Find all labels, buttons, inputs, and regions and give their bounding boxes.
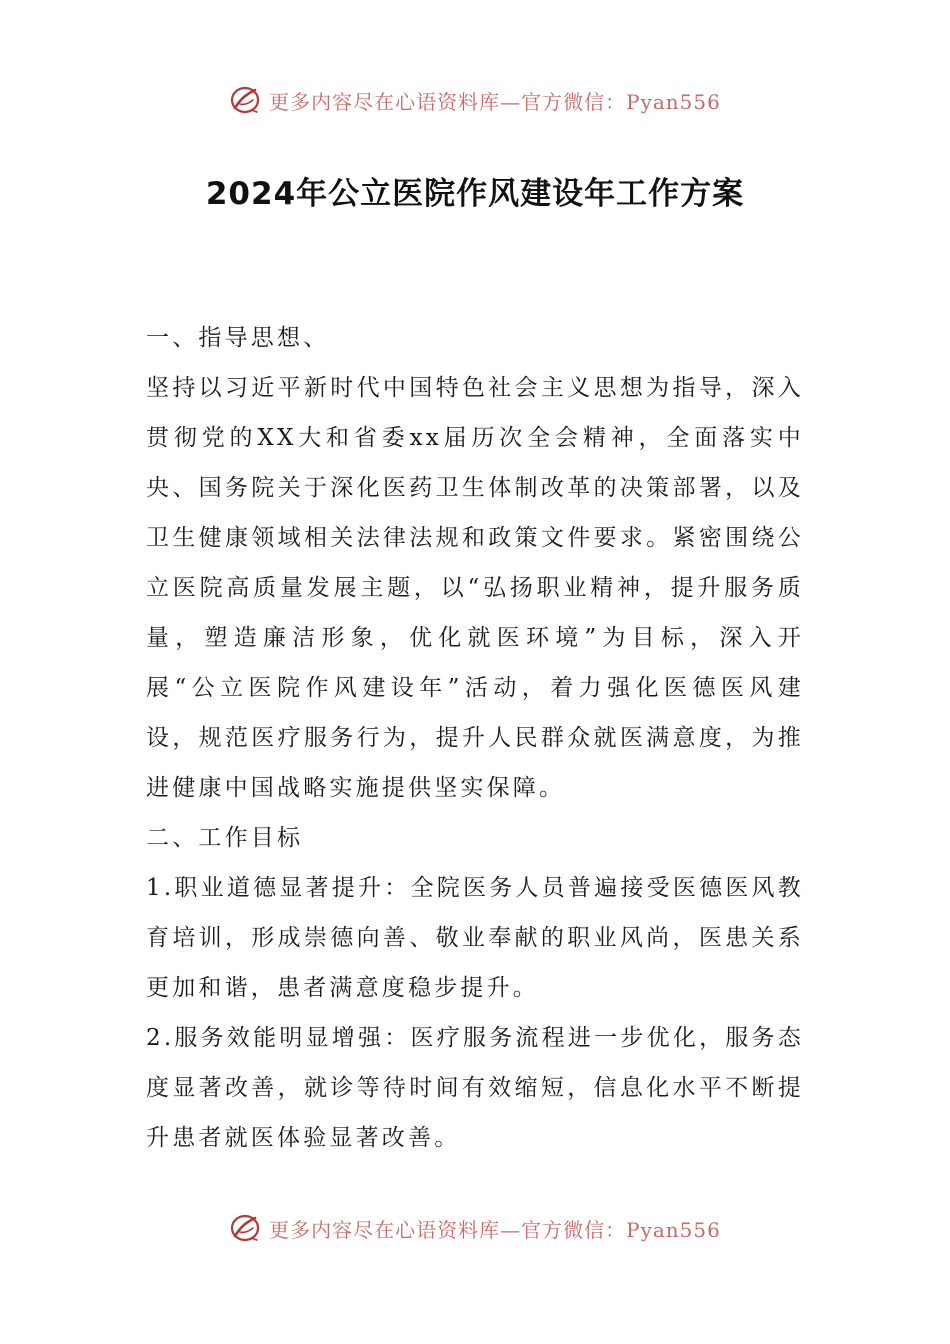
watermark-banner-bottom — [0, 1212, 950, 1244]
signature-logo-icon — [229, 84, 261, 116]
section-heading: 一、指导思想、 — [146, 325, 330, 351]
paragraph: 坚持以习近平新时代中国特色社会主义思想为指导，深入贯彻党的XX大和省委xx届历次全会精神，全面落实中央、国务院关于深化医药卫生体制改革的决策部署，以及卫生健康领域相关法律法规和政策文件要求。紧密围绕公立医院高质量发展主题，以“弘扬职业精神，提升服务质量，塑造廉洁形象，优化就医环境”为目标，深入开展“公立医院作风建设年”活动，着力强化医德医风建设，规范医疗服务行为，提升人民群众就医满意度，为推进健康中国战略实施提供坚实保障。 — [146, 375, 804, 801]
document-title: 2024年公立医院作风建设年工作方案 — [205, 176, 745, 212]
paragraph: 2.服务效能明显增强：医疗服务流程进一步优化，服务态度显著改善，就诊等待时间有效缩短，信息化水平不断提升患者就医体验显著改善。 — [146, 1025, 804, 1151]
signature-logo-icon — [229, 1212, 261, 1244]
document-body — [146, 313, 804, 1163]
section-heading: 二、工作目标 — [146, 825, 304, 851]
watermark-text: 更多内容尽在心语资料库—官方微信：Pyan556 — [269, 1217, 721, 1242]
watermark-text: 更多内容尽在心语资料库—官方微信：Pyan556 — [269, 89, 721, 114]
paragraph: 1.职业道德显著提升：全院医务人员普遍接受医德医风教育培训，形成崇德向善、敬业奉献的职业风尚，医患关系更加和谐，患者满意度稳步提升。 — [146, 875, 804, 1001]
watermark-banner-top — [0, 84, 950, 116]
